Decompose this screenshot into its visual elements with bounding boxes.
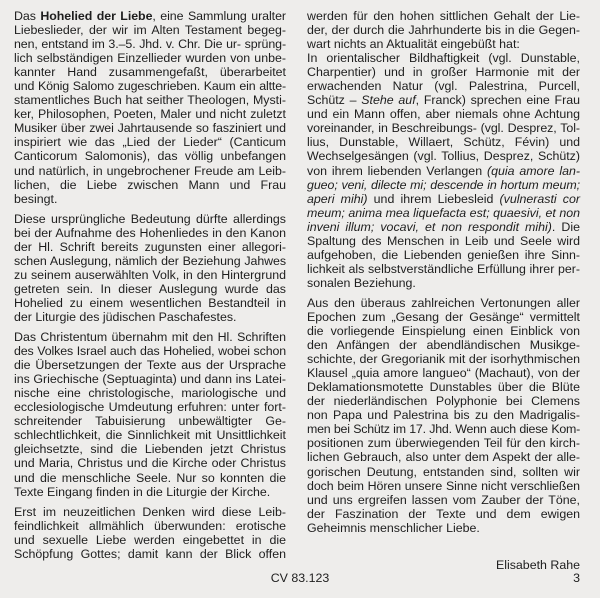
text-line <box>14 149 286 163</box>
text-run: ins Griechische (Septuaginta) und dann ins Latei- <box>14 372 286 387</box>
text-run: gorischen Deutung, entstanden sind, sollten wir <box>307 464 580 479</box>
author-signature: Elisabeth Rahe <box>495 558 580 572</box>
text-run: Spaltung des Menschen in Leib und Seele wird <box>307 233 580 248</box>
italic-text: Stehe auf <box>361 93 416 108</box>
text-run: schreitender Tabuisierung unbewältigter Ge- <box>14 414 286 429</box>
text-line <box>307 65 580 79</box>
text-run: des Volkes Israel auch das Hohelied, wobei schon <box>14 344 286 359</box>
text-run: nen, entstand im 3.–5. Jhd. v. Chr. Die ur- sprüng- <box>14 37 286 52</box>
text-run: von ihrem liebenden Verlangen <box>307 163 487 178</box>
text-line <box>307 206 580 220</box>
text-run: Schütz – <box>307 93 362 108</box>
catalog-number: CV 83.123 <box>270 571 330 585</box>
paragraph <box>14 212 286 324</box>
text-run: , eine Sammlung uralter <box>152 9 286 23</box>
text-line <box>307 408 580 422</box>
text-run: men bei Schütz im 17. Jhd. Wenn auch diese Kom- <box>307 422 580 437</box>
italic-text: inveni illum; vocavi, et non respondit mihi) <box>307 219 552 234</box>
paragraph <box>307 51 580 290</box>
text-line <box>307 521 580 535</box>
text-run: lichen Gebrauch, also unter dem Aspekt der alle- <box>307 450 580 465</box>
text-line <box>14 372 286 386</box>
text-line <box>307 338 580 352</box>
text-run: die vorliegende Einspielung einen Einblick von <box>307 324 580 339</box>
text-line <box>14 519 286 533</box>
paragraph <box>14 9 286 206</box>
text-run: Liebeslieder, der wir im Alten Testament begeg- <box>14 23 286 38</box>
text-run: Diese ursprüngliche Bedeutung dürfte allerdings <box>14 211 286 226</box>
text-run: aufgehoben, die Liebenden genießen ihre Sinn- <box>307 247 580 262</box>
text-line <box>307 135 580 149</box>
left-column <box>14 9 286 567</box>
text-run: Epochen zum „Gesang der Gesänge“ vermittelt <box>307 309 580 324</box>
text-line <box>307 296 580 310</box>
page-number: 3 <box>573 571 580 585</box>
text-run: . Die <box>551 219 580 234</box>
text-run: lich selbständigen Einzellieder wurden von unbe- <box>14 51 286 66</box>
text-line <box>14 533 286 547</box>
paragraph <box>307 9 580 51</box>
text-line <box>307 465 580 479</box>
text-line <box>307 262 580 276</box>
text-line <box>14 414 286 428</box>
text-line <box>307 37 580 51</box>
text-run: werden für den hohen sittlichen Gehalt der Lie- <box>307 9 580 23</box>
text-line <box>307 436 580 450</box>
text-line <box>14 471 286 485</box>
text-run: Geheimnis menschlicher Liebe. <box>307 520 480 535</box>
italic-text: aperi mihi) <box>307 191 368 206</box>
text-run: bei der Aufnahme des Hohenliedes in den Kanon <box>14 225 286 240</box>
text-run: den Anfängen der abendländischen Musikge- <box>307 338 580 353</box>
text-line <box>14 485 286 499</box>
text-run: und ein Mann offen, aber niemals ohne Achtung <box>307 107 580 122</box>
text-run: positionen zum überwiegenden Teil für den kirch- <box>307 436 580 451</box>
text-line <box>14 93 286 107</box>
text-line <box>14 37 286 51</box>
text-line <box>14 400 286 414</box>
text-run: , Franck) sprechen eine Frau <box>415 93 580 108</box>
text-run: Schöpfung Gottes; damit kann der Blick offen <box>14 546 286 561</box>
text-line <box>14 442 286 456</box>
text-line <box>307 192 580 206</box>
text-run: und ihrem Liebesleid <box>367 191 500 206</box>
text-line <box>307 149 580 163</box>
text-run: In orientalischer Bildhaftigkeit (vgl. Dunstable, <box>307 51 580 66</box>
text-run: erwachenden Natur (vgl. Palestrina, Purcell, <box>307 79 580 94</box>
italic-text: gueo; veni, dilecte mi; descende in hortum meum; <box>307 177 580 192</box>
text-run: und sexuelle Liebe werden eingebettet in die <box>14 532 286 547</box>
text-run: die Übersetzungen der Texte aus der Ursprache <box>14 358 286 373</box>
text-run: schen Auslegung, nämlich der Beziehung Jahwes <box>14 253 286 268</box>
text-line <box>307 51 580 65</box>
text-run: lichkeit als selbstverständliche Erfüllung ihrer per- <box>307 261 580 276</box>
text-line <box>307 479 580 493</box>
text-line <box>14 51 286 65</box>
text-run: non Papa und Palestrina bis zu den Madrigalis- <box>307 408 580 423</box>
text-line <box>14 9 286 23</box>
text-line <box>307 164 580 178</box>
text-run: gleichsetzte, sind die Liebenden jetzt Christus <box>14 442 286 457</box>
text-run: inspiriert wie das „Lied der Lieder“ (Canticum <box>14 135 286 150</box>
text-run: Das <box>14 9 41 23</box>
text-line <box>307 23 580 37</box>
text-line <box>14 23 286 37</box>
bold-text: Hohelied der Liebe <box>40 9 153 23</box>
text-line <box>14 79 286 93</box>
text-line <box>14 505 286 519</box>
text-run: lius, Dunstable, Willaert, Schütz, Févin) und <box>307 135 580 150</box>
text-line <box>307 422 580 436</box>
text-line <box>307 507 580 521</box>
text-line <box>14 240 286 254</box>
text-line <box>14 268 286 282</box>
text-line <box>14 164 286 178</box>
text-line <box>307 493 580 507</box>
text-run: Musiker über zwei Jahrtausende so fasziniert und <box>14 121 286 136</box>
text-line <box>14 296 286 310</box>
text-run: feindlichkeit allmählich überwunden: erotische <box>14 518 286 533</box>
text-line <box>14 358 286 372</box>
italic-text: (vulnerasti cor <box>499 191 580 206</box>
text-line <box>307 380 580 394</box>
text-run: sonalen Beziehung. <box>307 275 416 290</box>
text-run: und natürlich, in ungebrochener Freude am Leib- <box>14 163 286 178</box>
text-run: ecclesiologische Umdeutung erfuhren: unter fort- <box>14 400 286 415</box>
text-line <box>14 192 286 206</box>
text-line <box>14 428 286 442</box>
text-line <box>307 324 580 338</box>
text-run: kannter Hand zusammengefaßt, überarbeitet <box>14 65 286 80</box>
text-line <box>307 394 580 408</box>
text-run: getreten sein. In dieser Auslegung wurde das <box>14 281 286 296</box>
text-run: Erst im neuzeitlichen Denken wird diese Leib- <box>14 504 286 519</box>
text-line <box>307 107 580 121</box>
text-line <box>307 234 580 248</box>
paragraph <box>307 296 580 535</box>
text-run: und Maria, Christus und die Kirche oder Christus <box>14 456 286 471</box>
text-line <box>307 450 580 464</box>
text-line <box>14 121 286 135</box>
text-line <box>14 310 286 324</box>
text-line <box>307 79 580 93</box>
paragraph <box>14 505 286 561</box>
text-run: Charpentier) und in großer Harmonie mit der <box>307 65 580 80</box>
italic-text: meum; anima mea liquefacta est; quaesivi, et non <box>307 205 580 220</box>
text-run: doch beim Hören unsere Sinne nicht verschließen <box>307 478 580 493</box>
text-line <box>14 282 286 296</box>
text-run: Aus den überaus zahlreichen Vertonungen aller <box>307 295 580 310</box>
italic-text: (quia amore lan- <box>486 163 580 178</box>
text-line <box>14 107 286 121</box>
text-line <box>307 178 580 192</box>
text-run: Texte Eingang finden in die Liturgie der Kirche. <box>14 484 271 499</box>
text-line <box>14 386 286 400</box>
paragraph <box>14 330 286 499</box>
text-line <box>14 212 286 226</box>
text-line <box>307 248 580 262</box>
text-line <box>307 9 580 23</box>
text-run: der Faszination der Texte und dem ewigen <box>307 506 580 521</box>
text-run: Canticorum Salomonis), das völlig unbefangen <box>14 149 286 164</box>
text-run: schlechtlichkeit, die Sinnlichkeit mit Unsittlichkeit <box>14 428 286 443</box>
text-run: lichen, die Liebe zwischen Mann und Frau <box>14 177 286 192</box>
text-run: der Hl. Schrift bereits zugunsten einer allegori- <box>14 239 286 254</box>
text-run: und uns ergreifen lassen vom Zauber der Töne, <box>307 492 580 507</box>
text-run: Deklamationsmotette Dunstables über die Blüte <box>307 380 580 395</box>
text-line <box>14 254 286 268</box>
text-run: stamentliches Buch hat seither Theologen, Mysti- <box>14 93 286 108</box>
text-line <box>14 65 286 79</box>
text-line <box>14 135 286 149</box>
text-line <box>307 121 580 135</box>
text-line <box>307 93 580 107</box>
text-run: der Liturgie des jüdischen Paschafestes. <box>14 309 237 324</box>
text-line <box>307 310 580 324</box>
right-column <box>307 9 580 541</box>
text-line <box>14 178 286 192</box>
text-run: besingt. <box>14 191 58 206</box>
text-run: wart nichts an Aktualität eingebüßt hat: <box>307 37 520 52</box>
text-run: ker, Philosophen, Poeten, Maler und nicht zuletzt <box>14 107 286 122</box>
text-run: voreinander, in Beschreibungs- (vgl. Desprez, Tol- <box>307 121 580 136</box>
text-run: Hohelied zu einem wesentlichen Bestandteil in <box>14 295 286 310</box>
text-line <box>307 352 580 366</box>
text-run: der, der durch die Jahrhunderte bis in die Gegen- <box>307 23 580 38</box>
text-line <box>14 456 286 470</box>
text-line <box>14 226 286 240</box>
text-line <box>307 366 580 380</box>
text-run: schichte, der Gregorianik mit der isorhythmischen <box>307 352 580 367</box>
text-line <box>14 344 286 358</box>
text-run: Das Christentum übernahm mit den Hl. Schriften <box>14 330 286 345</box>
text-run: Wechselgesängen (vgl. Tollius, Desprez, Schütz) <box>307 149 580 164</box>
text-run: und König Salomo zugeschrieben. Kaum ein altte- <box>14 79 286 94</box>
text-run: und die menschliche Seele. Nur so konnten die <box>14 470 286 485</box>
text-line <box>307 220 580 234</box>
text-line <box>14 547 286 561</box>
text-run: der niederländischen Polyphonie bei Clemens <box>307 394 580 409</box>
text-run: nische eine christologische, mariologische und <box>14 386 286 401</box>
text-run: zu seinem auserwählten Volk, in den Hintergrund <box>14 267 286 282</box>
text-line <box>307 276 580 290</box>
text-run: Klausel „quia amore langueo“ (Machaut), von der <box>307 366 580 381</box>
text-line <box>14 330 286 344</box>
